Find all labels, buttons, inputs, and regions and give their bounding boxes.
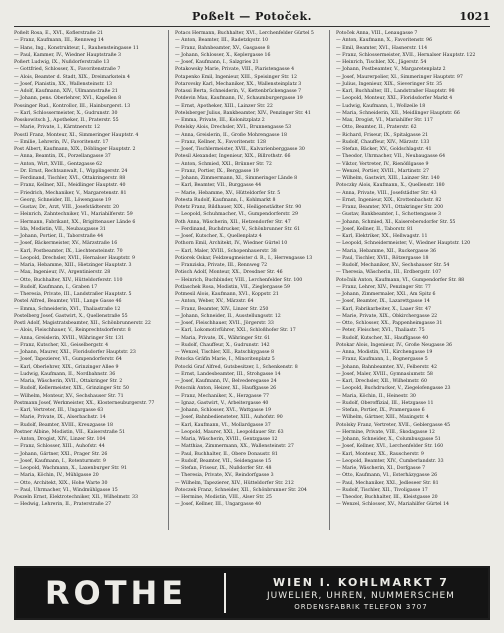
directory-entry: — Franz, Schlossermeister, XVII., Hernalser Hauptstr. 122 [336, 52, 476, 58]
directory-entry: — Josef, Kellner, II., Taborstr. 81 [336, 226, 414, 232]
directory-columns [14, 30, 490, 530]
directory-entry: Potocki Graf Alfred, Gutsbesitzer, I., Schenkenstr. 8 [175, 364, 298, 370]
directory-entry: — Ernst, Ingenieur, XIX., Krottenbachstr. 82 [336, 197, 442, 203]
directory-entry: Potoczek Franz, Schneider, XII., Schönbrunner Str. 204 [175, 487, 307, 493]
directory-entry: — Otto, Kaufmann, VI., Esterházygasse 26 [336, 473, 438, 479]
directory-entry: Potapenko Emil, Ingenieur, XIII., Speisinger Str. 12 [175, 74, 297, 80]
ad-description: JUWELIER, UHREN, NUMMERSCHEM [267, 590, 455, 601]
directory-entry: — Leopold, Monteur, XXI., Floridsdorfer Markt 4 [336, 96, 453, 102]
directory-entry: — Gustav, Dr., Arzt, VIII., Josefstädterstr. 20 [14, 205, 119, 210]
directory-entry: — Emil, Beamter, XVI., Hasnerstr. 114 [336, 45, 428, 51]
directory-entry: — Theodor, Uhrmacher, VII., Neubaugasse 64 [336, 154, 446, 160]
directory-entry: — Rudolf, Beamter, VII., Seidengasse 15 [175, 458, 272, 464]
directory-entry: Potoček Anna, VIII., Lenaugasse 7 [336, 31, 418, 36]
directory-entry: Pothorn Emil, Architekt, IV., Wiedner Gürtel 10 [175, 241, 288, 247]
directory-entry: — Leopold, Wachmann, X., Laxenburger Str. 91 [14, 466, 127, 471]
directory-entry: — Franz, Lehrer, XIV., Penzinger Str. 77 [336, 284, 431, 290]
directory-entry: — Theresia, Private, XV., Reindorfgasse 3 [175, 473, 274, 479]
directory-entry: Poth Anna, Wäscherin, XII., Hetzendorfer Str. 47 [175, 219, 291, 225]
directory-entry: — Johann, Schmied, XI., Kaiserebersdorfer Str. 55 [336, 219, 456, 225]
directory-entry: — Ludwig, Kaufmann, II., Nordbahnstr. 36 [14, 371, 116, 377]
directory-entry: — Alois, Fleischhauer, V., Reinprechtsdorferstr. 8 [14, 328, 131, 334]
ad-divider [224, 573, 226, 613]
directory-entry: — Friedrich, Mechaniker, V., Margaretenstr. 81 [14, 190, 127, 196]
directory-entry: — Rudolf, Mechaniker, XV., Sechshauser Str. 54 [336, 263, 450, 268]
ad-info [234, 576, 488, 611]
directory-entry: — Max, Drogist, VI., Mariahilfer Str. 117 [336, 118, 433, 123]
directory-entry: Potmesil Alois, Kaufmann, XVI., Koppstr. 21 [175, 292, 279, 297]
directory-entry: — Josef, Tischlermeister, XVII., Kalvarienberggasse 30 [175, 147, 305, 152]
directory-entry: — Josef, Kaufmann, IV., Belvederegasse 24 [175, 379, 277, 384]
directory-entry: — Josef, Maurerpolier, XI., Simmeringer Hauptstr. 97 [336, 74, 463, 80]
directory-entry: Potisch Adolf, Monteur, XX., Dresdner Str. 46 [175, 270, 283, 276]
directory-entry: Postmann Josef, Werkmeister, XX., Klosterneuburgerstr. 77 [14, 400, 155, 406]
directory-entry: — Leopold, Schneidermeister, V., Wiedner Hauptstr. 120 [336, 241, 471, 247]
directory-entry: Potelsberger Julius, Bankbeamter, XIV., Penzinger Str. 41 [175, 110, 311, 116]
directory-entry: — Wilhelm, Tapezierer, XIV., Hütteldorfer Str. 212 [175, 480, 294, 486]
directory-entry: — Heinrich, Buchbinder, VIII., Lerchenfelder Str. 100 [175, 277, 303, 283]
directory-entry: — Josef, Kellner, XVI., Lerchenfelder Str. 160 [336, 444, 444, 450]
directory-entry: — Emma, Private, III., Kolonitzplatz 2 [175, 118, 265, 123]
directory-entry: — Marie, Private, XIX., Obkirchergasse 22 [336, 313, 438, 319]
directory-entry: — Karl, Beamter, VII., Burggasse 44 [175, 183, 262, 189]
directory-entry: — Leopold, Schuhmacher, VI., Gumpendorferstr. 29 [175, 212, 298, 218]
directory-entry: — Josef, Kaufmann, I., Salzgries 21 [175, 60, 259, 65]
directory-entry: — Anna, Private, VIII., Josefstädter Str. 43 [336, 190, 437, 196]
directory-entry: — Hermine, Private, VIII., Skodagasse 12 [336, 429, 435, 435]
directory-entry: Poszeln Ernst, Elektrotechniker, XII., Wilhelmstr. 33 [14, 495, 138, 500]
directory-entry: — Anna, Greislerin, XVIII., Währinger Str. 131 [14, 335, 125, 341]
directory-entry: — Otto, Schlosser, XX., Pappenheimgasse 31 [336, 321, 443, 326]
directory-entry: — Paul, Mechaniker, XXI., Jedleseer Str. 81 [336, 480, 439, 486]
directory-entry: Postl Adolf, Magistratsbeamter, XII., Schönbrunnerstr. 22 [14, 321, 151, 326]
directory-entry: — Hans, Ing., Konstrukteur, I., Rauhensteingasse 11 [14, 45, 139, 51]
directory-entry: — Leopold, Drechsler, XVII., Hernalser Hauptstr. 9 [14, 255, 135, 261]
directory-entry: — Emma, Schneiderin, XVI., Thaliastraße 12 [14, 306, 121, 312]
directory-entry: Potacs Hermann, Buchhalter, XVI., Lerchenfelder Gürtel 5 [175, 31, 314, 36]
directory-entry: Potočnik Anton, Kaufmann, VI., Gumpendorfer Str. 88 [336, 277, 465, 283]
directory-entry: — Wilhelm, Gärtner, XIII., Maxingstr. 4 [336, 415, 429, 421]
directory-entry: — Maria, Hebamme, XIII., Hietzinger Hauptstr. 3 [14, 263, 132, 268]
directory-entry: — Stefan, Bäcker, XV., Goldschlagstr. 41 [336, 147, 432, 152]
directory-entry: — Maria, Köchin, IV., Mühlgasse 20 [14, 473, 99, 479]
directory-entry: — Johann, Postbeamter, V., Margaretenplatz 2 [336, 67, 446, 73]
directory-entry: — Franz, Beamter, XIV., Linzer Str. 250 [175, 306, 269, 312]
directory-entry: — Maria, Schneiderin, XII., Meidlinger Hauptstr. 66 [336, 110, 460, 116]
directory-entry: — Johann, Schneider, X., Columbusgasse 51 [336, 437, 441, 442]
directory-entry: — Maria, Köchin, II., Heinestr. 30 [336, 393, 416, 399]
directory-entry: — Josef, Bäckermeister, XV., Märzstraße 16 [14, 241, 118, 247]
directory-entry: — Karl, Buchhalter, III., Landstraßer Hauptstr. 98 [336, 89, 455, 94]
directory-entry: — Wenzel, Tischler, XII., Ratschkygasse 8 [175, 350, 275, 355]
directory-entry: Potocnik Anton, Heizer, XI., Hauffgasse 26 [175, 386, 277, 392]
directory-entry: — Wilhelm, Gastwirt, XIII., Lainzer Str. 140 [336, 176, 440, 181]
directory-entry: — Leopold, Maurer, XXI., Leopoldauer Str. 63 [175, 429, 284, 435]
directory-entry: — Rudolf, Chauffeur, X., Gudrunstr. 142 [175, 342, 270, 348]
directory-entry: — Wenzel, Portier, XVIII., Martinstr. 27 [336, 168, 429, 174]
page-title: Poßelt — Potoček. [192, 10, 312, 23]
directory-entry: — Ida, Modistin, VII., Neubaugasse 31 [14, 226, 106, 232]
directory-entry: — Josef, Maler, XVIII., Gymnasiumstr. 58 [336, 371, 433, 377]
directory-entry: Potetz Franz, Bildhauer, XIX., Heiligenstädter Str. 90 [175, 205, 302, 210]
directory-entry: — Georg, Schneider, III., Löwengasse 19 [14, 197, 111, 203]
ad-brand: ROTHE [44, 574, 188, 612]
directory-entry: — Max, Ingenieur, IV., Argentinierstr. 28 [14, 270, 111, 276]
advertisement-banner [14, 566, 490, 620]
directory-entry: — Karl, Kaufmann, VI., Mollardgasse 37 [175, 422, 271, 428]
directory-entry: Potolsky Franz, Vertreter, XVII., Geblergasse 45 [336, 422, 451, 428]
directory-entry: Potesta Rudolf, Kaufmann, I., Kohlmarkt 8 [175, 197, 276, 203]
directory-entry: — Karl, Lokomotivführer, XXI., Schloßhofer Str. 17 [175, 328, 296, 334]
directory-entry: — Karl, Elektriker, XX., Hellwagstr. 11 [336, 234, 428, 239]
directory-entry: — Stefan, Portier, IX., Pramergasse 6 [336, 408, 425, 413]
directory-entry: — Alois, Beamter d. Stadt, XIX., Dreimarkstein 4 [14, 74, 130, 80]
directory-entry: — Anton, Kaufmann, X., Favoritenstr. 96 [336, 38, 432, 44]
directory-entry: — Franziska, Private, III., Rennweg 72 [175, 263, 268, 268]
directory-entry: — Theresia, Wäscherin, III., Erdbergstr. 107 [336, 270, 442, 276]
directory-entry: — Anton, Beamter, III., Radetzkystr. 10 [175, 38, 269, 44]
directory-entry: — Rudolf, Oberoffizial, III., Hetzgasse 11 [336, 400, 434, 406]
directory-entry: — Anton, Wirt, XVIII., Gentzgasse 62 [14, 161, 103, 167]
directory-entry: — Paul, Tischler, XVII., Rötzergasse 18 [336, 255, 429, 261]
directory-entry: — Anton, Weber, XV., Märzstr. 64 [175, 299, 254, 305]
directory-entry: Potokar Alois, Ingenieur, IV., Große Neugasse 36 [336, 342, 452, 348]
directory-entry: — Josef, Pianistin, XX., Wallensteinstr. 13 [14, 81, 113, 87]
directory-entry: — Josef, Fleischhauer, XVII., Jörgerstr. 33 [175, 321, 274, 326]
directory-entry: — Franz, Schlosser, XIII., Auhofstr. 44 [14, 444, 105, 450]
directory-entry: — Johann, Gärtner, XXI., Prager Str. 26 [14, 451, 108, 457]
directory-entry: Potesil Alexander, Ingenieur, XIX., Billrothstr. 66 [175, 154, 291, 160]
directory-entry: — Josef, Tapezierer, VI., Gumpendorferstr. 64 [14, 357, 122, 363]
directory-entry: — Anton, Drogist, XIV., Linzer Str. 104 [14, 437, 106, 442]
directory-entry: Postel Alfred, Beamter, VIII., Lange Gasse 46 [14, 299, 122, 305]
directory-entry: Potarovsky Karl, Mechaniker, XX., Wallensteinplatz 3 [175, 81, 302, 87]
directory-entry: — Karl, Vertreter, III., Ungargasse 63 [14, 408, 104, 413]
directory-entry: — Theodor, Buchhalter, III., Kleistgasse 20 [336, 495, 438, 500]
directory-entry: — Johann, Schlosser, XVI., Wattgasse 19 [175, 408, 272, 413]
directory-entry: — Heinrich, Zahntechniker, VI., Mariahilferstr. 59 [14, 212, 133, 218]
directory-entry: Potdevin Max, Kaufmann, IV., Schaumburgergasse 19 [175, 96, 303, 102]
directory-entry: — Johann, Bahnbeamter, XV., Felberstr. 42 [336, 364, 437, 370]
directory-entry: Possinger Rud., Kontrollor, III., Hainburgerst. 13 [14, 103, 131, 109]
directory-entry: — Maria, Hebamme, XII., Ruckergasse 36 [336, 248, 436, 254]
directory-entry: — Ernst, Landesbeamter, III., Strohgasse 14 [175, 371, 281, 377]
directory-entry: — Matthias, Zimmermann, XX., Wallensteinstr. 27 [175, 444, 294, 450]
directory-entry: — Josef, Kellner, III., Ungargasse 40 [175, 502, 262, 508]
directory-entry: — Marie, Private, I., Kärntnerstr. 12 [14, 125, 100, 131]
directory-entry: — Franz, Bahnbeamter, XV., Gasgasse 8 [175, 45, 270, 51]
directory-entry: — Franz, Kellner, X., Favoritenstr. 128 [175, 139, 266, 145]
directory-entry: — Emilie, Lehrerin, IV., Favoritenstr. 17 [14, 139, 109, 145]
directory-entry: — Ignaz, Gastwirt, V., Arbeitergasse 40 [175, 400, 269, 406]
page-number: 1021 [459, 10, 490, 23]
directory-entry: — Josef, Kaufmann, I., Rotenturmstr. 9 [14, 458, 106, 464]
directory-entry: — Rudolf, Chauffeur, XIV., Märzstr. 133 [336, 139, 430, 145]
column-2 [175, 30, 330, 530]
directory-entry: — Richard, Friseur, IX., Spitalgasse 21 [336, 132, 429, 138]
directory-entry: Posskowitsch J., Apotheker, II., Praterstr. 55 [14, 118, 119, 123]
directory-entry: — Johann, pens. Oberlehrer, XVI., Kapellen 8 [14, 96, 122, 102]
directory-entry: — Johann, Schlosser, X., Keplergasse 16 [175, 52, 271, 58]
directory-entry: — Marie, Private, IX., Alserbachstr. 14 [14, 415, 106, 421]
directory-entry: — Johann, Portier, II., Taborstraße 44 [14, 234, 104, 239]
directory-entry: Post Albert, Kaufmann, XIX., Döblinger Hauptstr. 2 [14, 147, 136, 152]
directory-entry: — Josef, Bahnbediensteter, XIII., Auhofstr. 90 [175, 415, 283, 421]
directory-entry: — Anna, Greislerin, II., Große Mohrengasse 18 [175, 132, 287, 138]
directory-entry: — Josef, Kutscher, X., Quellenplatz 4 [175, 234, 262, 239]
directory-entry: — Otto, Beamter, II., Praterstr. 62 [336, 125, 417, 131]
directory-entry: Potiorek Oskar, Feldzeugmeister d. R., I., Herrengasse 13 [175, 255, 313, 261]
directory-entry: — Karl, Postbeamter, IX., Liechtensteinstr. 70 [14, 248, 123, 254]
directory-entry: — Leopold, Beamter, XIV., Cumberlandstr. 33 [336, 458, 444, 464]
directory-entry: — Dr. Ernst, Rechtsanwalt, I., Wipplingerstr. 24 [14, 168, 128, 174]
directory-entry: — Paul, Uhrmacher, VI., Windmühlgasse 15 [14, 487, 118, 493]
directory-entry: — Ferdinand, Buchdrucker, V., Schönbrunner Str. 61 [175, 226, 301, 232]
directory-entry: — Ferdinand, Tischler, XVI., Ottakringerstr. 88 [14, 176, 126, 181]
directory-entry: — Karl, Fabrikarbeiter, X., Laaer Str. 47 [336, 306, 431, 312]
directory-entry: — Paul, Kammer, IV., Wiedner Hauptstraße 3 [14, 52, 121, 58]
directory-entry: — Rudolf, Kaufmann, I., Graben 17 [14, 284, 98, 290]
directory-entry: — Franz, Kellner, XII., Meidlinger Hauptstr. 40 [14, 183, 126, 189]
directory-entry: — Gustav, Bankbeamter, I., Schottengasse 3 [336, 212, 441, 218]
directory-entry: Potassi Berta, Schneiderin, V., Kettenbrückengasse 7 [175, 89, 302, 94]
directory-entry: — Heinrich, Tischler, XX., Jägerstr. 54 [336, 60, 427, 65]
directory-entry: — Karl, Monteur, XX., Rauscherstr. 9 [336, 451, 424, 457]
directory-entry: — Leopold, Buchdrucker, V., Ziegelofengasse 23 [336, 386, 451, 392]
directory-entry: — Julius, Ingenieur, XIX., Sieveringer Str. 35 [336, 81, 443, 87]
directory-entry: — Karl, Maler, XVIII., Schopenhauerstr. 38 [175, 248, 277, 254]
directory-entry: — Anna, Modistin, VII., Kirchengasse 19 [336, 350, 433, 355]
directory-entry: — Franz, Portier, IX., Berggasse 19 [175, 168, 259, 174]
directory-entry: — Wenzel, Schlosser, XV., Mariahilfer Gürtel 14 [336, 502, 449, 508]
directory-entry: Postner Albine, Modistin, VII., Kaiserstraße 51 [14, 429, 126, 435]
ad-telephone: ORDENSFABRIK TELEFON 3707 [294, 602, 428, 611]
directory-entry: — Marie, Wäscherin, XI., Dorfgasse 7 [336, 466, 426, 471]
directory-entry: — Josef, Beamter, IX., Lazarettgasse 14 [336, 299, 430, 305]
directory-entry: — Gottfried, Schlosser, X., Favoritenstraße 7 [14, 67, 121, 73]
directory-entry: — Peter, Fleischer, XVI., Thaliastr. 75 [336, 328, 425, 334]
directory-entry: — Johann, Zimmermaler, XXI., Am Spitz 6 [336, 292, 436, 297]
directory-entry: — Hermann, Fabrikant, XX., Brigittenauer Lände 6 [14, 219, 136, 225]
directory-entry: — Franz, Kutscher, XI., Geiselbergstr. 4 [14, 342, 109, 348]
directory-entry: — Maria, Private, IX., Währinger Str. 61 [175, 335, 271, 341]
directory-entry: — Rudolf, Kutscher, XI., Hauffgasse 40 [336, 335, 429, 341]
directory-entry: — Rudolf, Beamter, XVIII., Kreuzgasse 18 [14, 422, 114, 428]
page-header [14, 10, 490, 27]
directory-entry: — Maria, Wäscherin, XVIII., Gentzgasse 12 [175, 437, 278, 442]
directory-entry: — Anton, Schmied, XXI., Brünner Str. 72 [175, 161, 272, 167]
directory-entry: Potoczky Alois, Kaufmann, X., Quellenstr. 180 [336, 183, 445, 189]
directory-entry: Postelberg Josef, Gastwirt, X., Quellenstraße 55 [14, 313, 128, 319]
directory-entry: — Franz, Kaufmann, I., Bognergasse 5 [336, 357, 428, 363]
directory-entry: — Stefan, Friseur, IX., Nußdorfer Str. 48 [175, 466, 272, 471]
directory-entry: — Otto, Architekt, XIX., Hohe Warte 30 [14, 480, 108, 486]
directory-entry: — Karl, Schlossermeister, X., Gudrunstr. 30 [14, 110, 118, 116]
directory-entry: — Hedwig, Lehrerin, II., Praterstraße 27 [14, 502, 112, 508]
directory-entry: — Viktor, Vertreter, IV., Rienößlgasse 9 [336, 161, 429, 167]
ad-address: WIEN I. KOHLMARKT 7 [273, 575, 449, 589]
directory-entry: — Rudolf, Tischler, XII., Tivoligasse 17 [336, 487, 428, 493]
directory-entry: — Wilhelm, Monteur, XV., Sechshauser Str. 71 [14, 393, 124, 399]
directory-entry: — Karl, Oberlehrer, XIX., Grinzinger Allee 9 [14, 364, 119, 370]
directory-entry: — Franz, Kaufmann, III., Rennweg 14 [14, 38, 104, 44]
column-1 [14, 30, 169, 530]
directory-entry: — Rudolf, Kellermeister, XIX., Grinzinger Str. 50 [14, 386, 130, 392]
directory-entry: Poßert Ludwig, IX., Nußdorferstraße 13 [14, 60, 110, 65]
directory-entry: Posstl Franz, Monteur, XI., Simmeringer Hauptstr. 4 [14, 132, 139, 138]
directory-entry: — Johann, Zimmermann, XI., Simmeringer Lände 8 [175, 176, 298, 181]
directory-entry: Potocka Gräfin Marie, I., Minoritenplatz 5 [175, 357, 275, 363]
directory-entry: — Theresia, Private, III., Landstraßer Hauptstr. 5 [14, 292, 132, 297]
directory-entry: Potakowsky Marie, Private, VIII., Piaristengasse 4 [175, 67, 295, 73]
column-3 [336, 30, 490, 530]
directory-entry: — Karl, Drechsler, XII., Wilhelmstr. 60 [336, 379, 427, 384]
directory-entry: — Franz, Mechaniker, X., Herzgasse 77 [175, 393, 269, 399]
directory-entry: — Johann, Maurer, XXI., Floridsdorfer Hauptstr. 23 [14, 350, 136, 355]
directory-entry: — Ludwig, Kaufmann, I., Wollzeile 18 [336, 103, 426, 109]
directory-entry: — Anna, Beamtin, IX., Porzellangasse 37 [14, 154, 111, 160]
directory-entry: Potelsky Alois, Drechsler, XVI., Brunnengasse 53 [175, 125, 292, 131]
directory-entry: — Marie, Hebamme, XV., Hütteldorfer Str. 5 [175, 190, 281, 196]
directory-entry: — Franz, Beamter, XVI., Ottakringer Str. 200 [336, 205, 444, 210]
directory-entry: — Adolf, Kaufmann, XIV., Ullmannstraße 21 [14, 89, 118, 94]
directory-entry: Poßelt Rosa, E., XVI., Koflerstraße 21 [14, 31, 104, 36]
directory-entry: Potlaschek Rosa, Modistin, VII., Zieglergasse 59 [175, 284, 290, 290]
directory-entry: — Paul, Buchhalter, II., Obere Donaustr. 81 [175, 451, 278, 457]
directory-entry: — Maria, Wäscherin, XVII., Ottakringer Str. 2 [14, 379, 123, 384]
directory-entry: — Hermine, Modistin, VIII., Alser Str. 25 [175, 495, 272, 500]
directory-entry: — Johann, Schneider, II., Ausstellungsstr. 12 [175, 313, 281, 319]
directory-entry: — Ernst, Apotheker, XIII., Lainzer Str. 22 [175, 103, 273, 109]
directory-entry: — Otto, Buchhalter, XIV., Hütteldorferstr. 110 [14, 277, 123, 283]
